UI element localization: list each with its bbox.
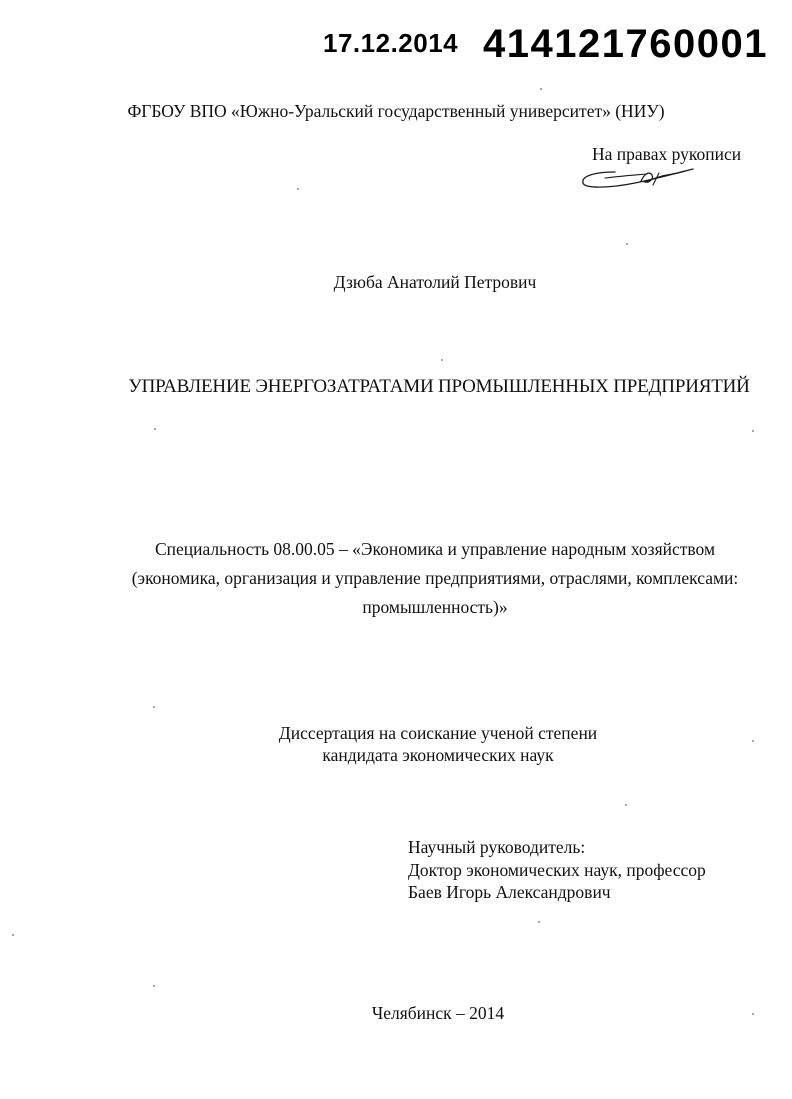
scan-speck (752, 430, 754, 432)
scan-speck (154, 428, 156, 430)
degree-line: Диссертация на соискание ученой степени (278, 723, 598, 743)
manuscript-rights-note: На правах рукописи (592, 144, 742, 164)
supervisor-name: Баев Игорь Александрович (408, 882, 611, 902)
stamp-number: 414121760001 (483, 22, 768, 66)
supervisor-block (408, 836, 706, 904)
scan-speck (538, 921, 540, 923)
dissertation-title: УПРАВЛЕНИЕ ЭНЕРГОЗАТРАТАМИ ПРОМЫШЛЕННЫХ ПРЕДПРИЯТИЙ (128, 376, 750, 397)
organization-name: ФГБОУ ВПО «Южно-Уральский государственный университет» (НИУ) (127, 101, 665, 121)
scan-speck (297, 188, 299, 190)
specialty-block (0, 535, 792, 622)
scan-speck (153, 985, 155, 987)
supervisor-degree: Доктор экономических наук, профессор (408, 859, 706, 880)
scan-speck (752, 1013, 754, 1015)
supervisor-label: Научный руководитель: (408, 837, 586, 857)
scan-speck (540, 88, 542, 90)
scan-speck (153, 706, 155, 708)
scan-speck (12, 934, 14, 936)
degree-block (0, 722, 792, 766)
scan-speck (626, 243, 628, 245)
specialty-line: промышленность)» (362, 597, 508, 617)
degree-line: кандидата экономических наук (322, 745, 554, 765)
scan-speck (752, 740, 754, 742)
stamp-date: 17.12.2014 (323, 28, 459, 58)
author-name: Дзюба Анатолий Петрович (333, 272, 537, 292)
scan-speck (441, 359, 443, 361)
scan-speck (625, 804, 627, 806)
specialty-line: (экономика, организация и управление предприятиями, отраслями, комплексами: (131, 568, 739, 588)
place-and-year: Челябинск – 2014 (371, 1003, 505, 1023)
archive-stamp (0, 22, 792, 72)
specialty-line: Специальность 08.00.05 – «Экономика и управление народным хозяйством (154, 539, 716, 559)
signature-icon (575, 163, 705, 197)
